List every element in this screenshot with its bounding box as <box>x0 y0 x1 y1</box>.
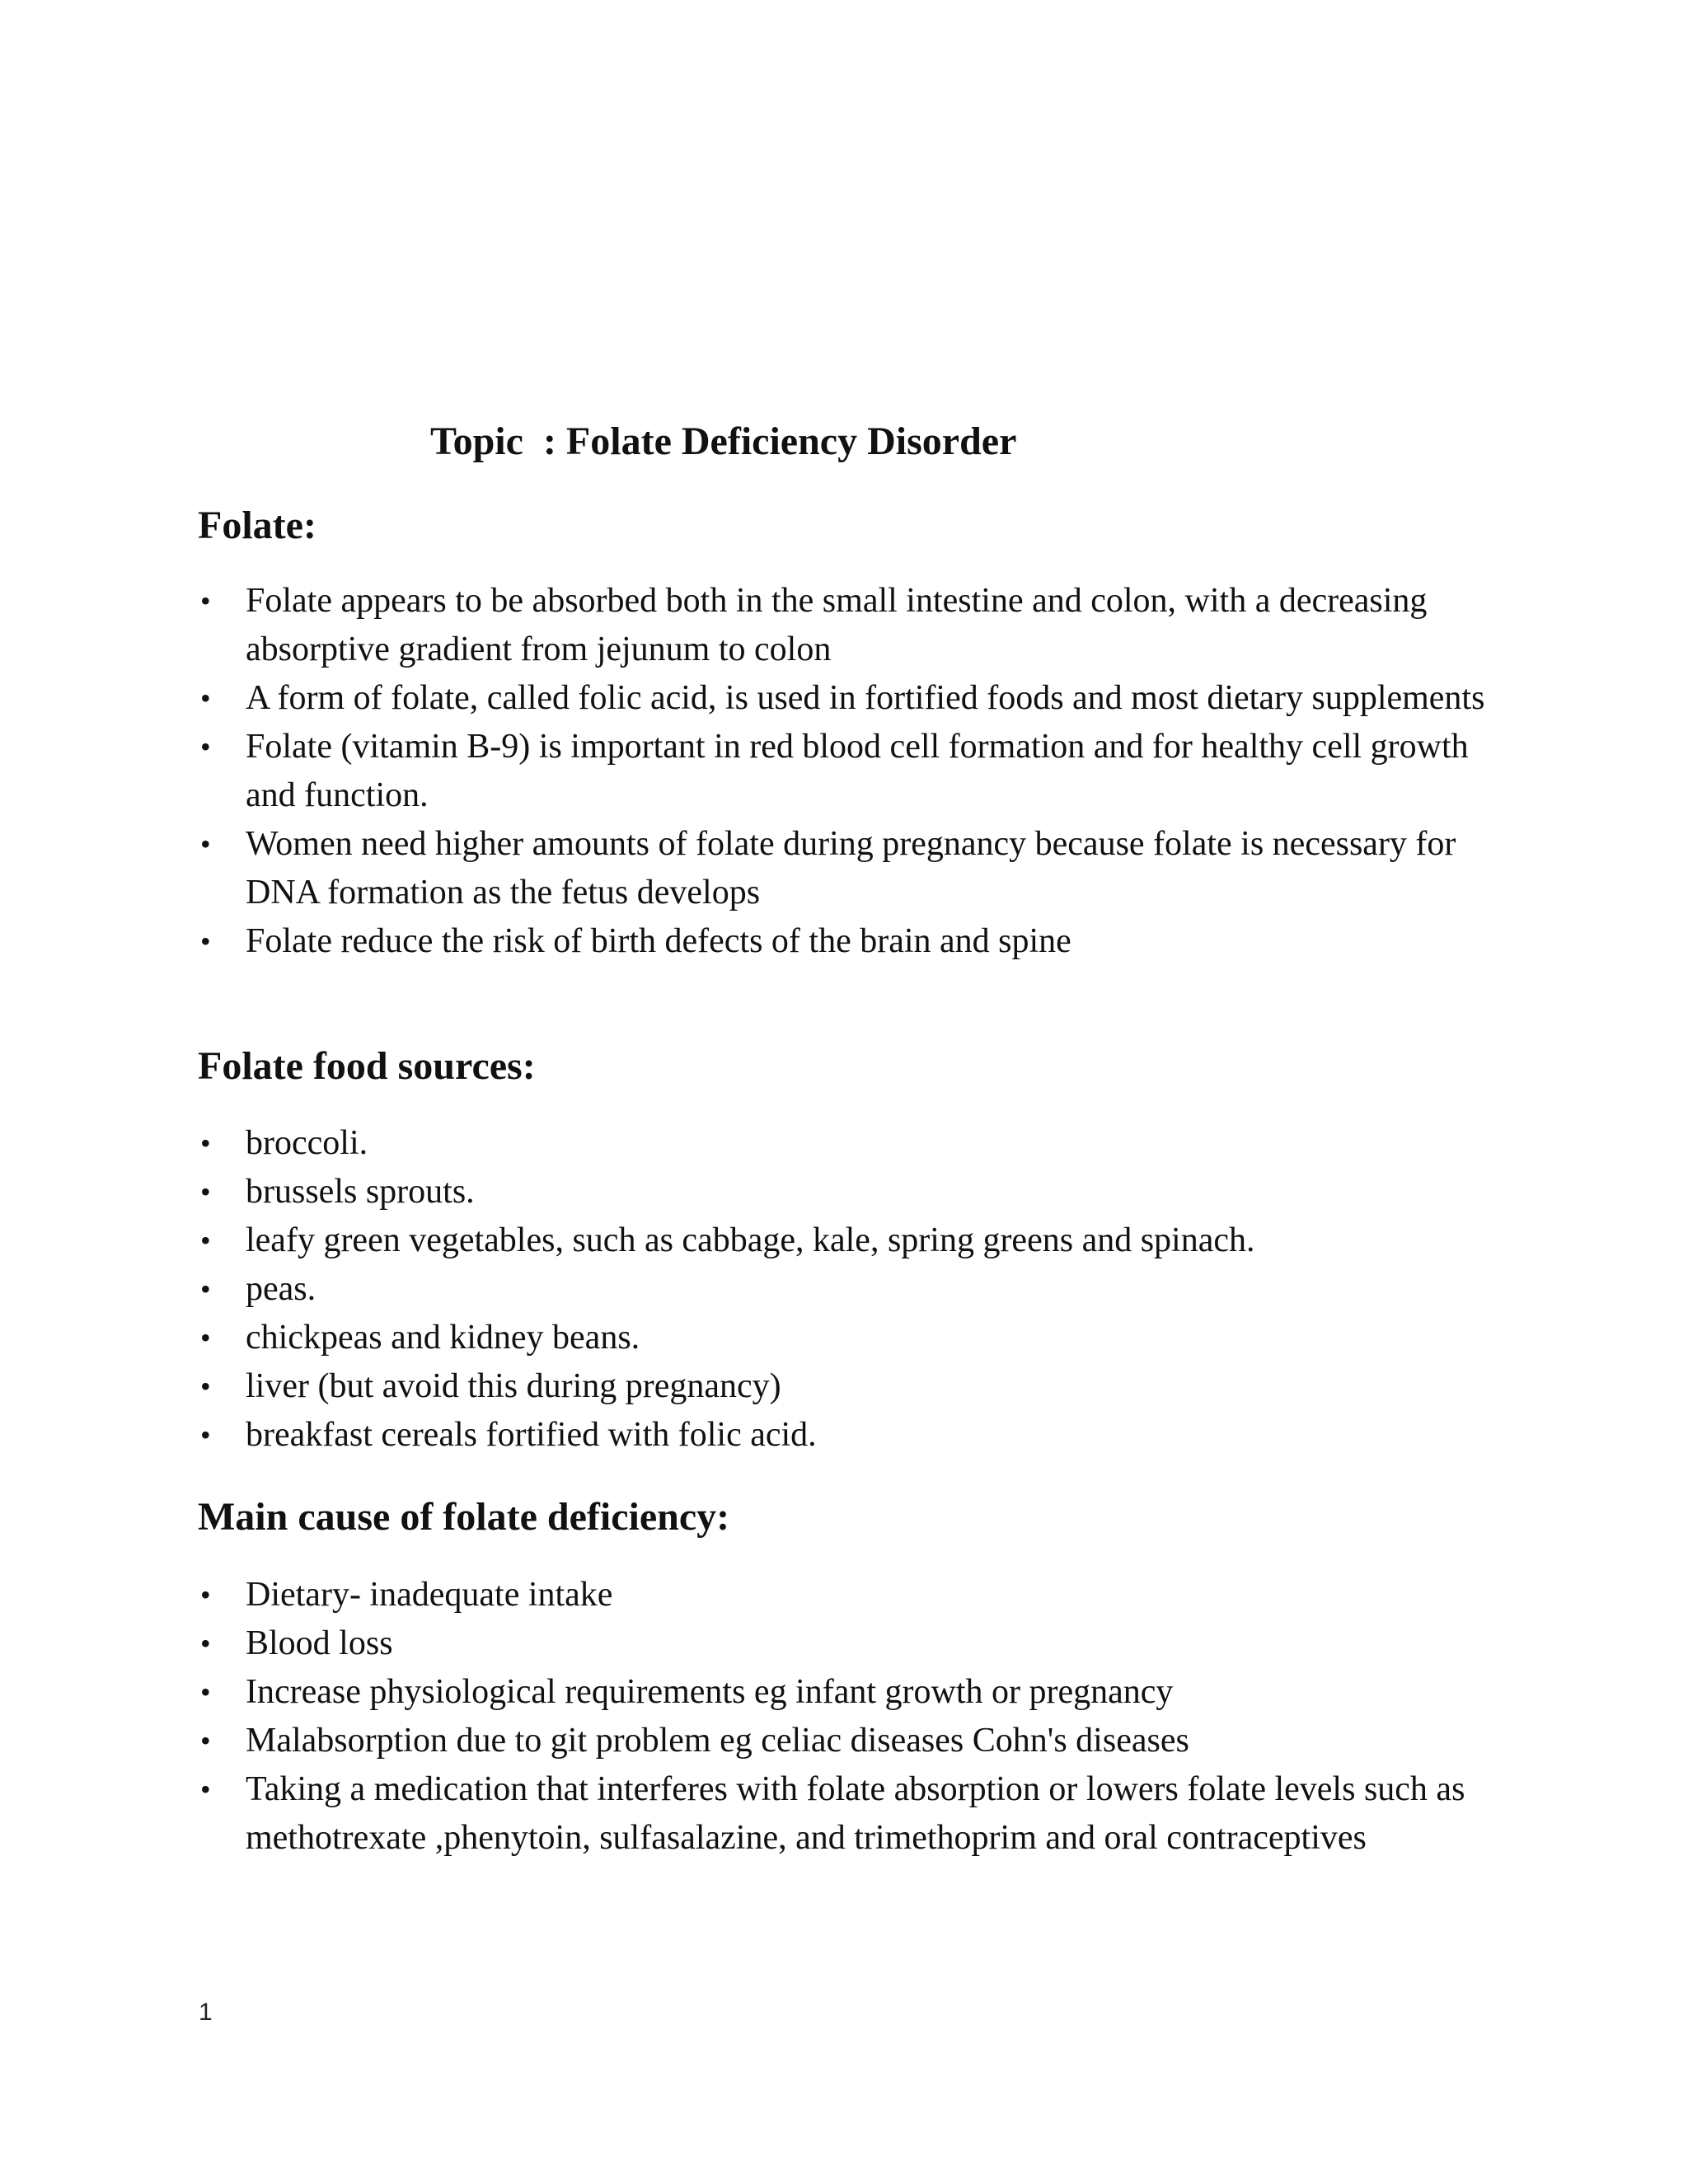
list-item-text: broccoli. <box>246 1124 368 1162</box>
bullet-icon: • <box>200 1272 211 1305</box>
main-cause-list <box>198 1571 1517 1863</box>
list-item <box>198 1168 1517 1216</box>
food-sources-list <box>198 1119 1517 1460</box>
list-item-text: Folate reduce the risk of birth defects of the brain and spine <box>246 922 1071 960</box>
bullet-icon: • <box>200 730 211 763</box>
bullet-icon: • <box>200 1418 211 1451</box>
bullet-icon: • <box>200 682 211 715</box>
list-item <box>198 820 1517 917</box>
list-item-text: brussels sprouts. <box>246 1173 475 1211</box>
bullet-icon: • <box>200 1370 211 1403</box>
page-title: Topic : Folate Deficiency Disorder <box>430 419 1017 463</box>
list-item <box>198 1668 1517 1717</box>
list-item <box>198 1314 1517 1362</box>
list-item-text: Women need higher amounts of folate during pregnancy because folate is necessary for DNA formation as the fetus develops <box>246 825 1456 912</box>
list-item <box>198 1619 1517 1668</box>
list-item <box>198 1362 1517 1411</box>
bullet-icon: • <box>200 1675 211 1708</box>
bullet-icon: • <box>200 1127 211 1160</box>
bullet-icon: • <box>200 1321 211 1354</box>
list-item <box>198 1765 1517 1863</box>
folate-list <box>198 577 1517 966</box>
list-item-text: Dietary- inadequate intake <box>246 1576 613 1614</box>
list-item <box>198 1571 1517 1619</box>
list-item <box>198 674 1517 723</box>
list-item-text: Folate (vitamin B-9) is important in red blood cell formation and for healthy cell growth and function. <box>246 728 1469 814</box>
list-item-text: Folate appears to be absorbed both in the small intestine and colon, with a decreasing absorptive gradient from jejunum to colon <box>246 582 1428 668</box>
list-item-text: leafy green vegetables, such as cabbage, kale, spring greens and spinach. <box>246 1221 1255 1259</box>
list-item <box>198 1265 1517 1314</box>
list-item-text: chickpeas and kidney beans. <box>246 1319 640 1357</box>
list-item <box>198 917 1517 966</box>
list-item-text: Increase physiological requirements eg infant growth or pregnancy <box>246 1673 1174 1711</box>
list-item <box>198 1411 1517 1460</box>
bullet-icon: • <box>200 1724 211 1757</box>
list-item <box>198 1216 1517 1265</box>
list-item <box>198 1119 1517 1168</box>
list-item-text: Taking a medication that interferes with folate absorption or lowers folate levels such as methotrexate ,phenytoin, sulfasalazine, and trimethoprim and oral contraceptives <box>246 1770 1465 1857</box>
list-item-text: liver (but avoid this during pregnancy) <box>246 1367 781 1405</box>
list-item <box>198 1717 1517 1765</box>
section-heading-folate: Folate: <box>198 504 316 547</box>
bullet-icon: • <box>200 1627 211 1660</box>
bullet-icon: • <box>200 1175 211 1208</box>
bullet-icon: • <box>200 584 211 617</box>
bullet-icon: • <box>200 925 211 958</box>
bullet-icon: • <box>200 1578 211 1611</box>
list-item <box>198 723 1517 820</box>
section-heading-main-cause: Main cause of folate deficiency: <box>198 1495 730 1539</box>
list-item-text: breakfast cereals fortified with folic acid. <box>246 1416 817 1454</box>
section-heading-food-sources: Folate food sources: <box>198 1044 536 1088</box>
bullet-icon: • <box>200 1773 211 1806</box>
bullet-icon: • <box>200 827 211 860</box>
list-item <box>198 577 1517 674</box>
bullet-icon: • <box>200 1224 211 1257</box>
list-item-text: Malabsorption due to git problem eg celiac diseases Cohn's diseases <box>246 1722 1189 1760</box>
page-number: 1 <box>199 1999 213 2026</box>
list-item-text: A form of folate, called folic acid, is used in fortified foods and most dietary supplements <box>246 679 1485 717</box>
list-item-text: Blood loss <box>246 1624 393 1662</box>
list-item-text: peas. <box>246 1270 316 1308</box>
